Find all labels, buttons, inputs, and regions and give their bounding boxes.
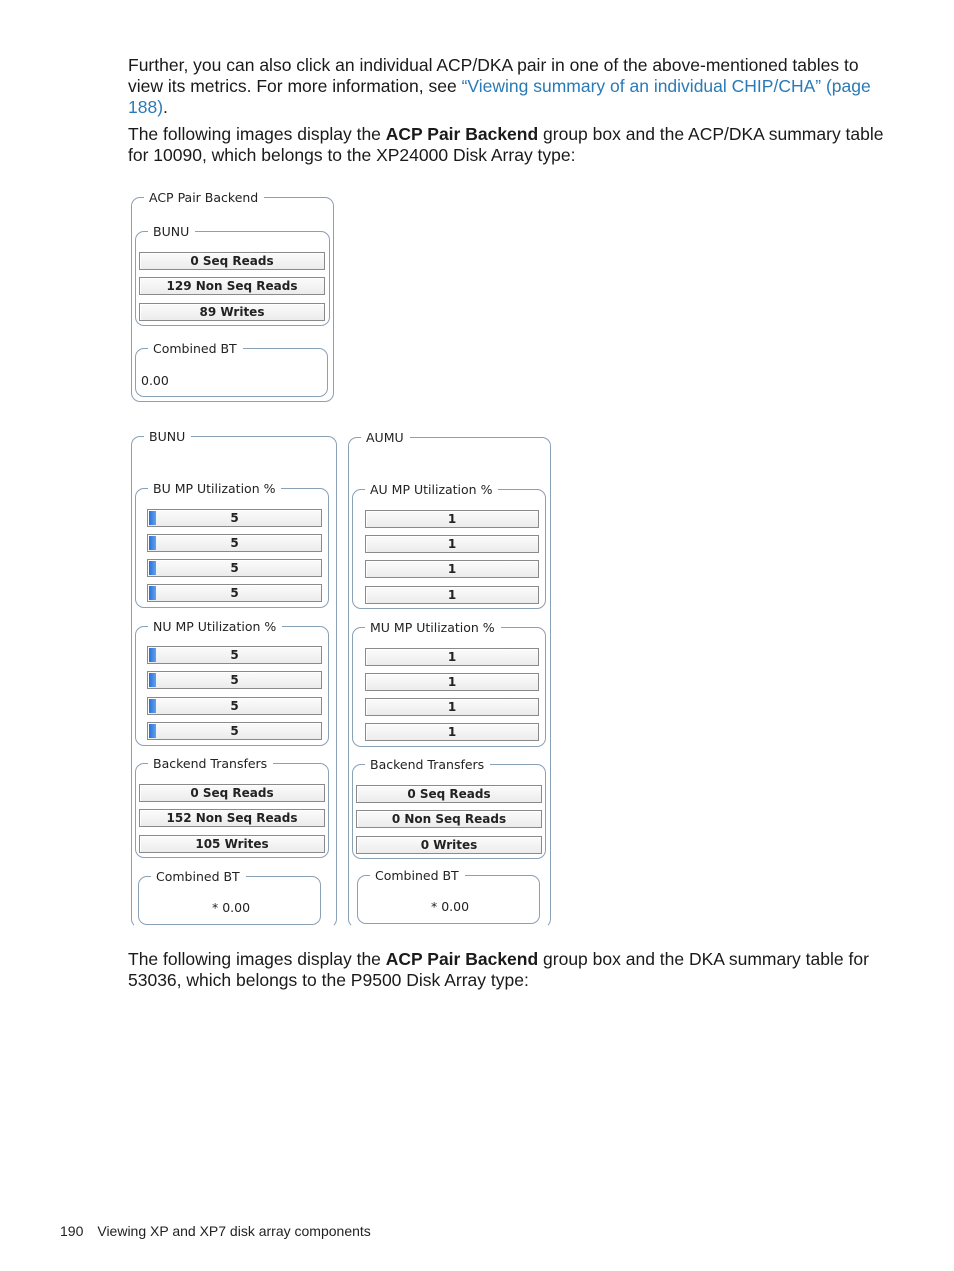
figure-intro-text: The following images display the <box>128 124 386 144</box>
progress-fill <box>149 586 156 600</box>
p9500-intro-paragraph <box>128 949 888 991</box>
nu-mp-bar <box>147 671 322 689</box>
combined-bt-value: * 0.00 <box>431 899 470 914</box>
bu-mp-bar <box>147 534 322 552</box>
bu-mp-bar <box>147 584 322 602</box>
combined-bt-title: Combined BT <box>151 869 246 884</box>
mu-mp-bar: 1 <box>365 698 539 716</box>
bu-mp-bar <box>147 509 322 527</box>
nu-mp-value: 5 <box>230 673 239 687</box>
group-box-name: ACP Pair Backend <box>385 949 539 969</box>
mu-mp-utilization-title: MU MP Utilization % <box>365 620 501 635</box>
writes-cell: 0 Writes <box>356 836 542 854</box>
writes-cell: 105 Writes <box>139 835 325 853</box>
non-seq-reads-cell: 152 Non Seq Reads <box>139 809 325 827</box>
intro-text-end: . <box>163 97 168 117</box>
page-number: 190 <box>60 1223 84 1239</box>
au-mp-bar: 1 <box>365 510 539 528</box>
mu-mp-bar: 1 <box>365 648 539 666</box>
backend-transfers-title: Backend Transfers <box>148 756 273 771</box>
nu-mp-bar <box>147 646 322 664</box>
p9500-intro-text-end: group box and the DKA summary table for 53036, which belongs to the P9500 Disk Array type: <box>128 949 869 990</box>
nu-mp-bar <box>147 722 322 740</box>
combined-bt-value: 0.00 <box>141 373 169 388</box>
au-mp-bar: 1 <box>365 560 539 578</box>
bu-mp-value: 5 <box>230 536 239 550</box>
progress-fill <box>149 648 156 662</box>
mu-mp-bar: 1 <box>365 673 539 691</box>
mu-mp-bar: 1 <box>365 723 539 741</box>
combined-bt-title: Combined BT <box>148 341 243 356</box>
page-footer <box>60 1223 371 1239</box>
progress-fill <box>149 699 156 713</box>
nu-mp-bar <box>147 697 322 715</box>
bunu-outer-title: BUNU <box>144 429 191 444</box>
aumu-outer-title: AUMU <box>361 430 410 445</box>
au-mp-bar: 1 <box>365 586 539 604</box>
writes-cell: 89 Writes <box>139 303 325 321</box>
seq-reads-cell: 0 Seq Reads <box>356 785 542 803</box>
section-title: Viewing XP and XP7 disk array components <box>97 1223 371 1239</box>
progress-fill <box>149 561 156 575</box>
group-box-name: ACP Pair Backend <box>385 124 539 144</box>
seq-reads-cell: 0 Seq Reads <box>139 252 325 270</box>
seq-reads-cell: 0 Seq Reads <box>139 784 325 802</box>
backend-transfers-title: Backend Transfers <box>365 757 490 772</box>
bu-mp-utilization-title: BU MP Utilization % <box>148 481 281 496</box>
progress-fill <box>149 536 156 550</box>
progress-fill <box>149 673 156 687</box>
nu-mp-value: 5 <box>230 699 239 713</box>
nu-mp-utilization-title: NU MP Utilization % <box>148 619 282 634</box>
combined-bt-title: Combined BT <box>370 868 465 883</box>
non-seq-reads-cell: 129 Non Seq Reads <box>139 277 325 295</box>
intro-text: Further, you can also click an individual ACP/DKA pair in one of the above-mentioned tables to view its metrics. For more information, see <box>128 55 859 96</box>
progress-fill <box>149 511 156 525</box>
p9500-intro-text: The following images display the <box>128 949 386 969</box>
nu-mp-value: 5 <box>230 724 239 738</box>
bunu-title: BUNU <box>148 224 195 239</box>
progress-fill <box>149 724 156 738</box>
nu-mp-value: 5 <box>230 648 239 662</box>
combined-bt-value: * 0.00 <box>212 900 251 915</box>
bu-mp-value: 5 <box>230 586 239 600</box>
cross-reference-link[interactable]: “Viewing summary of an individual CHIP/CHA” (page 188) <box>128 76 871 117</box>
figure-intro-paragraph <box>128 124 888 166</box>
non-seq-reads-cell: 0 Non Seq Reads <box>356 810 542 828</box>
bu-mp-value: 5 <box>230 511 239 525</box>
au-mp-utilization-title: AU MP Utilization % <box>365 482 498 497</box>
au-mp-bar: 1 <box>365 535 539 553</box>
acp-pair-backend-title: ACP Pair Backend <box>144 190 264 205</box>
figure-intro-text-end: group box and the ACP/DKA summary table for 10090, which belongs to the XP24000 Disk Array type: <box>128 124 884 165</box>
bu-mp-value: 5 <box>230 561 239 575</box>
bu-mp-bar <box>147 559 322 577</box>
intro-paragraph <box>128 55 888 118</box>
